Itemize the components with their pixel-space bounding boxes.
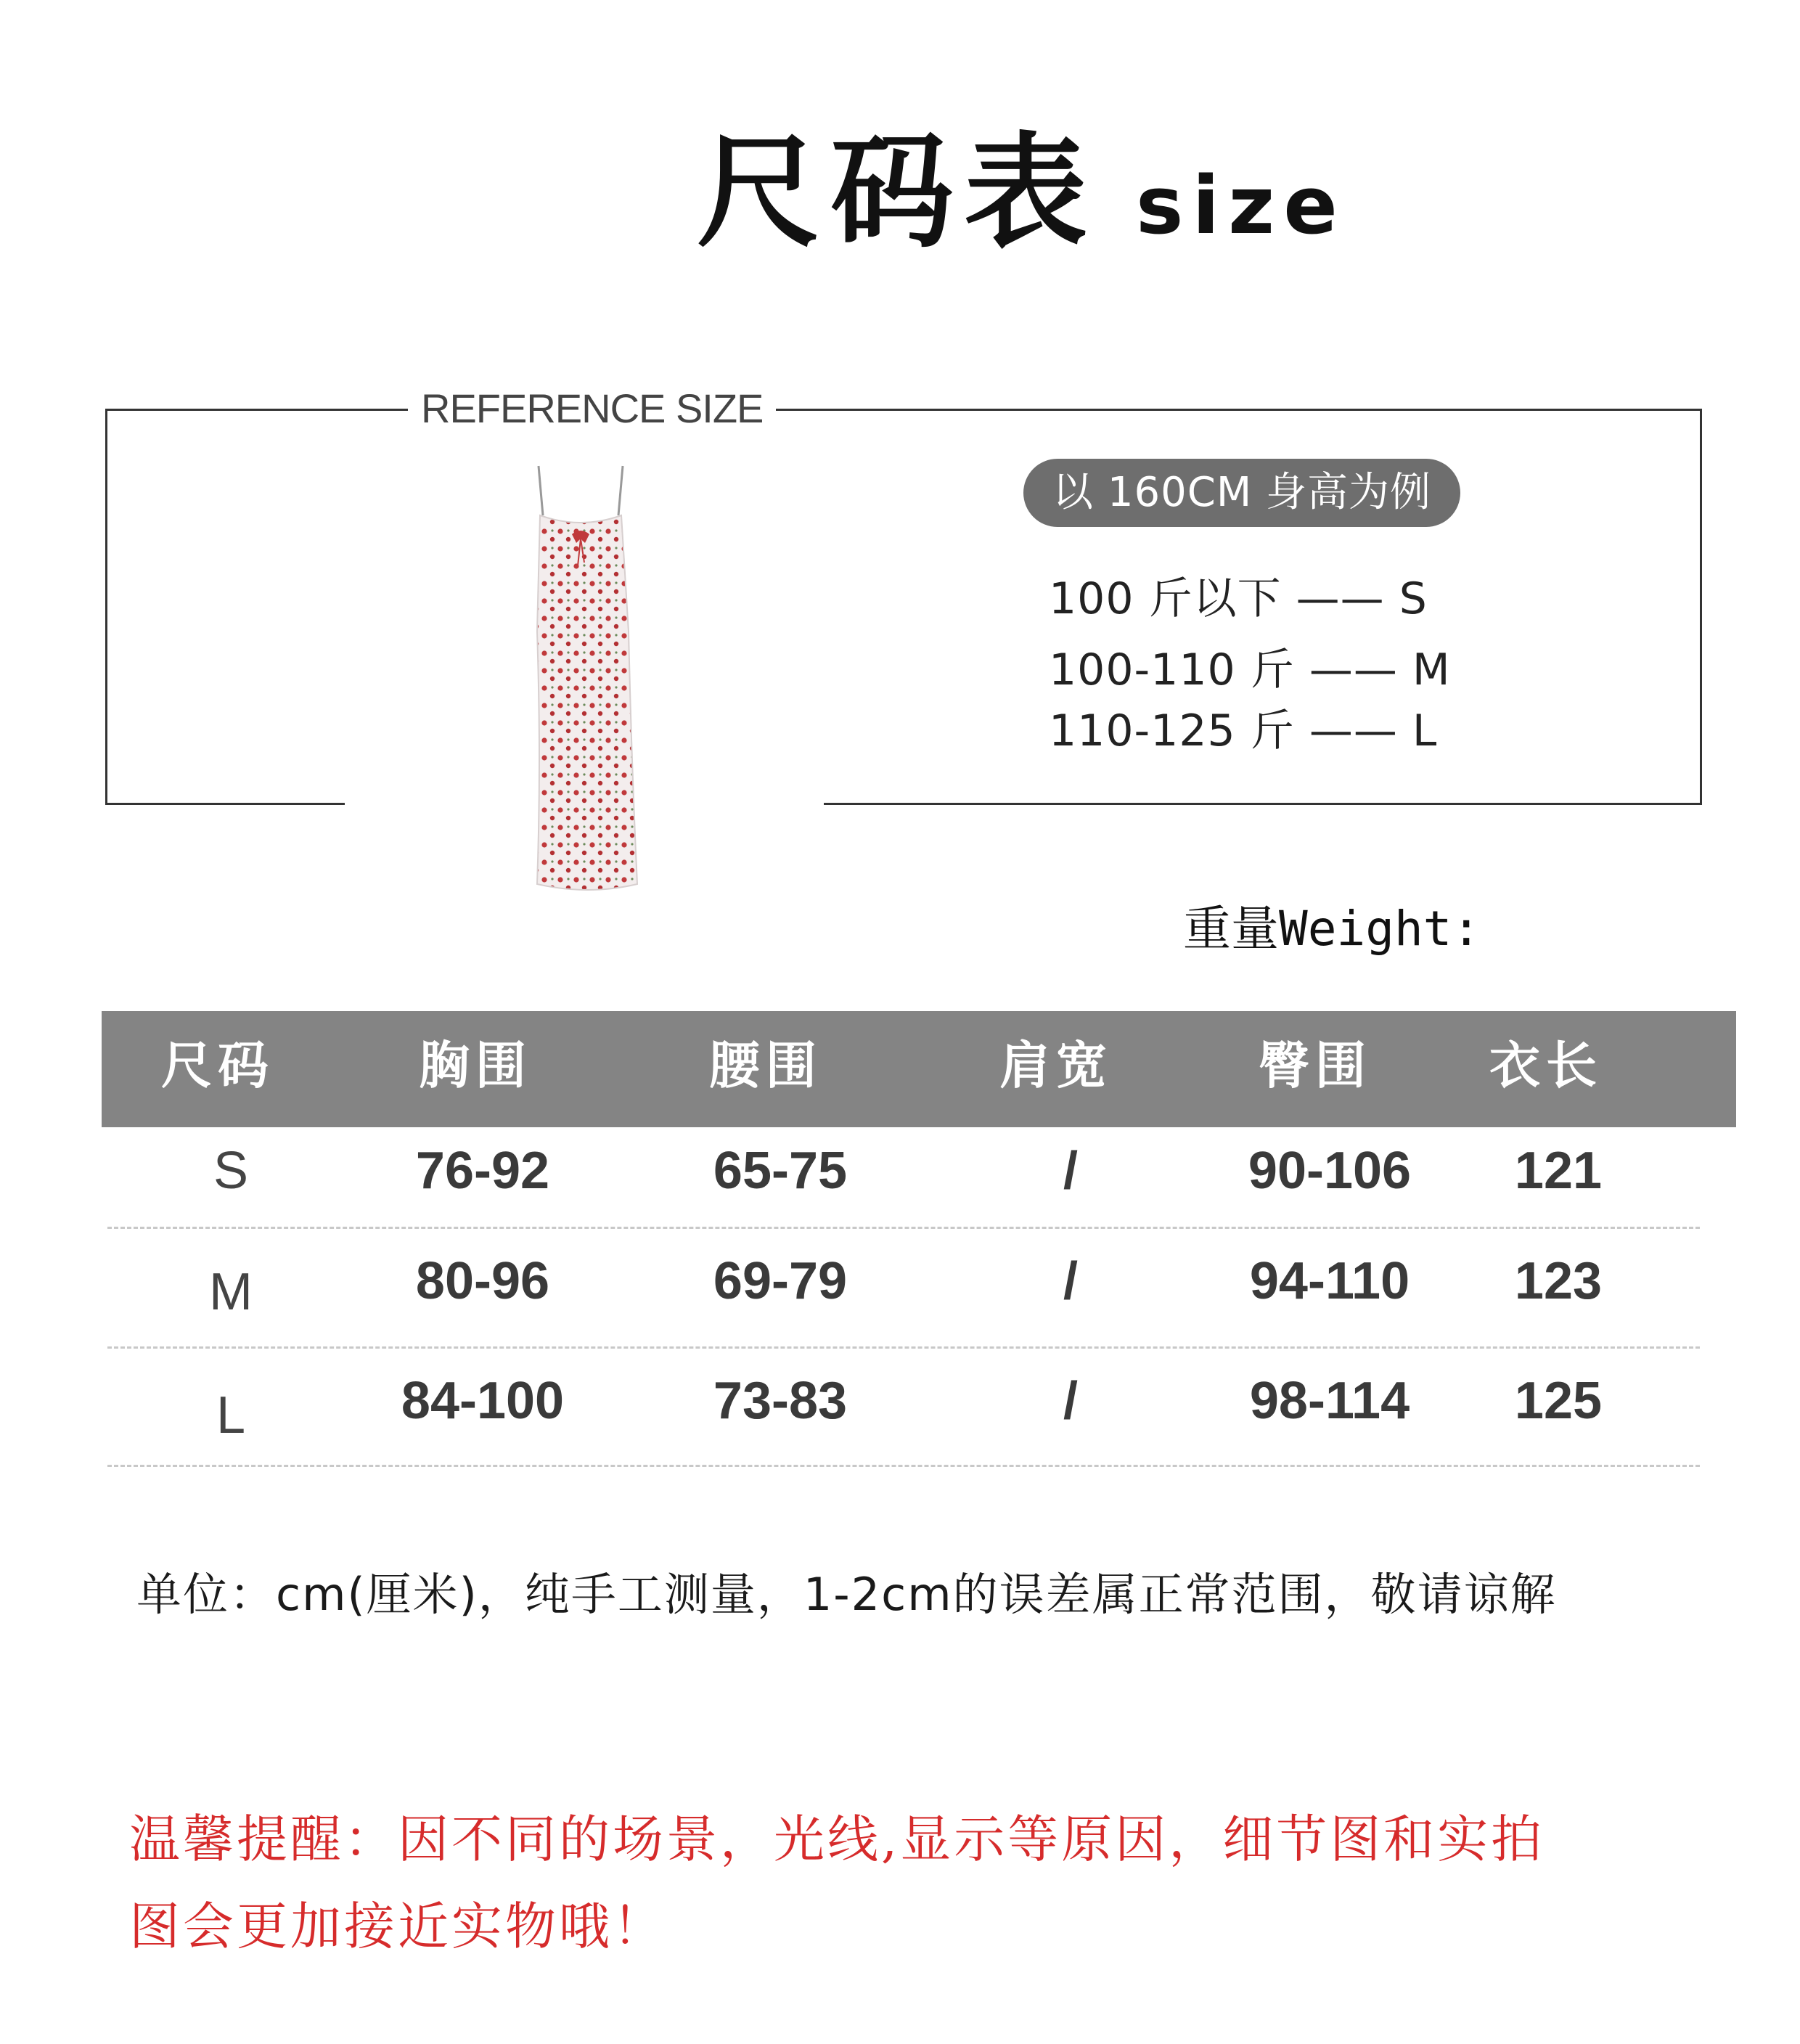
column-header-chest: 胸围 (419, 1035, 532, 1095)
table-cell: / (1063, 1142, 1079, 1200)
column-header-hip: 臀围 (1259, 1035, 1372, 1095)
table-cell: 84-100 (401, 1372, 565, 1430)
table-cell: / (1063, 1372, 1079, 1430)
height-example-badge: 以 160CM 身高为例 (1023, 459, 1460, 527)
row-divider (107, 1227, 1700, 1229)
unit-note: 单位：cm(厘米)，纯手工测量，1-2cm的误差属正常范围，敬请谅解 (136, 1568, 1557, 1621)
table-cell: S (213, 1142, 249, 1200)
table-cell: M (209, 1263, 253, 1321)
table-cell: 94-110 (1249, 1252, 1410, 1310)
warm-tip-line-2: 图会更加接近实物哦！ (129, 1897, 666, 1956)
table-cell: 121 (1514, 1142, 1603, 1200)
table-cell: 98-114 (1249, 1372, 1410, 1430)
table-cell: L (216, 1386, 246, 1444)
weight-rule-m: 100-110 斤 —— M (1049, 645, 1451, 695)
page-title-en: size (1136, 159, 1346, 252)
column-header-size: 尺码 (161, 1035, 274, 1095)
column-header-length: 衣长 (1489, 1035, 1603, 1095)
table-cell: 69-79 (713, 1252, 848, 1310)
table-cell: / (1063, 1252, 1079, 1310)
page-title: 尺码表 (697, 120, 1098, 265)
table-cell: 65-75 (713, 1142, 848, 1200)
table-cell: 125 (1514, 1372, 1603, 1430)
weight-rule-s: 100 斤以下 —— S (1049, 573, 1428, 624)
column-header-shoulder: 肩宽 (999, 1035, 1113, 1095)
reference-size-label: REFERENCE SIZE (408, 385, 776, 433)
table-cell: 73-83 (713, 1372, 848, 1430)
row-divider (107, 1465, 1700, 1467)
column-header-waist: 腰围 (709, 1035, 822, 1095)
reference-frame (105, 409, 1702, 805)
weight-title: 重量Weight: (1183, 901, 1481, 957)
table-cell: 76-92 (415, 1142, 550, 1200)
row-divider (107, 1346, 1700, 1349)
dress-image (508, 457, 668, 900)
table-cell: 80-96 (415, 1252, 550, 1310)
weight-rule-l: 110-125 斤 —— L (1049, 706, 1438, 756)
table-cell: 123 (1514, 1252, 1603, 1310)
table-cell: 90-106 (1248, 1142, 1412, 1200)
warm-tip-line-1: 温馨提醒：因不同的场景，光线,显示等原因，细节图和实拍 (129, 1810, 1545, 1869)
